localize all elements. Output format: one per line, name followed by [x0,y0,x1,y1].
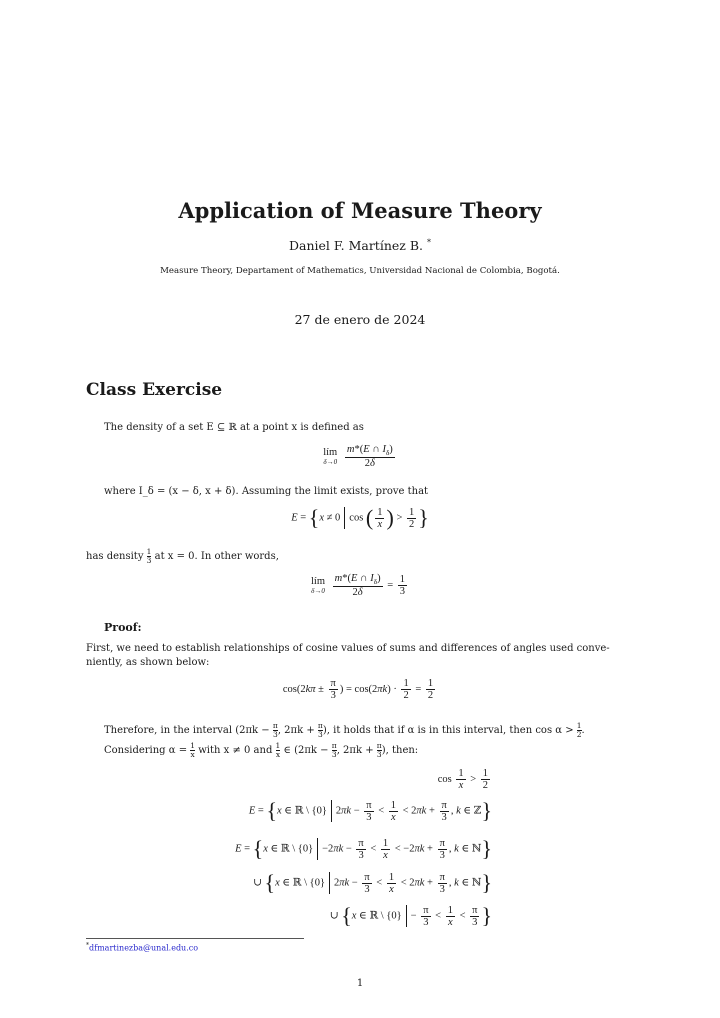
section-heading: Class Exercise [86,380,223,400]
proof-label: Proof: [104,621,142,634]
proof-line-1: First, we need to establish relationships of cosine values of sums and differences of angles used conve- [86,643,610,654]
formula-cos-inequality: cos $\frac{1}{x}$ > $\frac{1}{2}$ [437,768,488,791]
formula-set-e: E = {x ≠ 0 cos ( $\frac{1}{x}$ ) > $\frac{1}{2}$ } [291,505,429,530]
formula-union-n-positive: ∪ {x ∈ ℝ \ {0} 2πk − $\frac{\pi}{3}$ < $\frac{1}{x}$ < 2πk + $\frac{\pi}{3}$ , k ∈ ℕ} [253,870,492,895]
affiliation: Measure Theory, Departament of Mathematics, Universidad Nacional de Colombia, Bogotá. [160,266,560,276]
proof-line-2: niently, as shown below: [86,657,210,668]
page-number: 1 [356,978,364,989]
author-name: Daniel F. Martínez B. [289,238,423,254]
paragraph-interval: Therefore, in the interval (2πk − $\frac{\pi}{3}$ , 2πk + $\frac{\pi}{3}$ ), it holds that if α is in this interval, then cos α > $\frac{1}{2}$ . [104,721,585,739]
paragraph-considering: Considering α = $\frac{1}{x}$ with x ≠ 0 and $\frac{1}{x}$ ∈ (2πk − $\frac{\pi}{3}$ , 2πk + $\frac{\pi}{3}$ ), then: [104,741,419,759]
footnote-rule [86,938,304,939]
formula-set-e-z: E = {x ∈ ℝ \ {0} 2πk − $\frac{\pi}{3}$ < $\frac{1}{x}$ < 2πk + $\frac{\pi}{3}$ , k ∈ ℤ} [248,798,492,823]
publication-date: 27 de enero de 2024 [294,312,426,327]
formula-cosine-identity: cos(2kπ ± $\frac{\pi}{3}$ ) = cos(2πk) · $\frac{1}{2}$ = $\frac{1}{2}$ [282,678,434,701]
paper-title: Application of Measure Theory [178,198,542,223]
author-line [0,238,720,253]
footnote-email[interactable]: *dfmartinezba@unal.edu.co [86,942,199,953]
paragraph-where: where I_δ = (x − δ, x + δ). Assuming the limit exists, prove that [104,486,429,497]
formula-union-k-zero: ∪ {x ∈ ℝ \ {0} − $\frac{\pi}{3}$ < $\frac{1}{x}$ < $\frac{\pi}{3}$ } [329,903,492,928]
formula-limit-one-third: lím δ→0 $\frac{m*(E \cap I_\delta)}{2\delta}$ = $\frac{1}{3}$ [311,573,405,599]
paragraph-density-result: has density $\frac{1}{3}$ at x = 0. In other words, [86,547,279,565]
formula-set-e-n-negative: E = {x ∈ ℝ \ {0} −2πk − $\frac{\pi}{3}$ < $\frac{1}{x}$ < −2πk + $\frac{\pi}{3}$ , k ∈ ℕ} [235,836,492,861]
formula-density-limit: lím δ→0 $\frac{m*(E \cap I_\delta)}{2\delta}$ [323,444,393,470]
author-footnote-mark: * [426,238,431,247]
paragraph-density-definition: The density of a set E ⊆ ℝ at a point x is defined as [104,422,364,433]
